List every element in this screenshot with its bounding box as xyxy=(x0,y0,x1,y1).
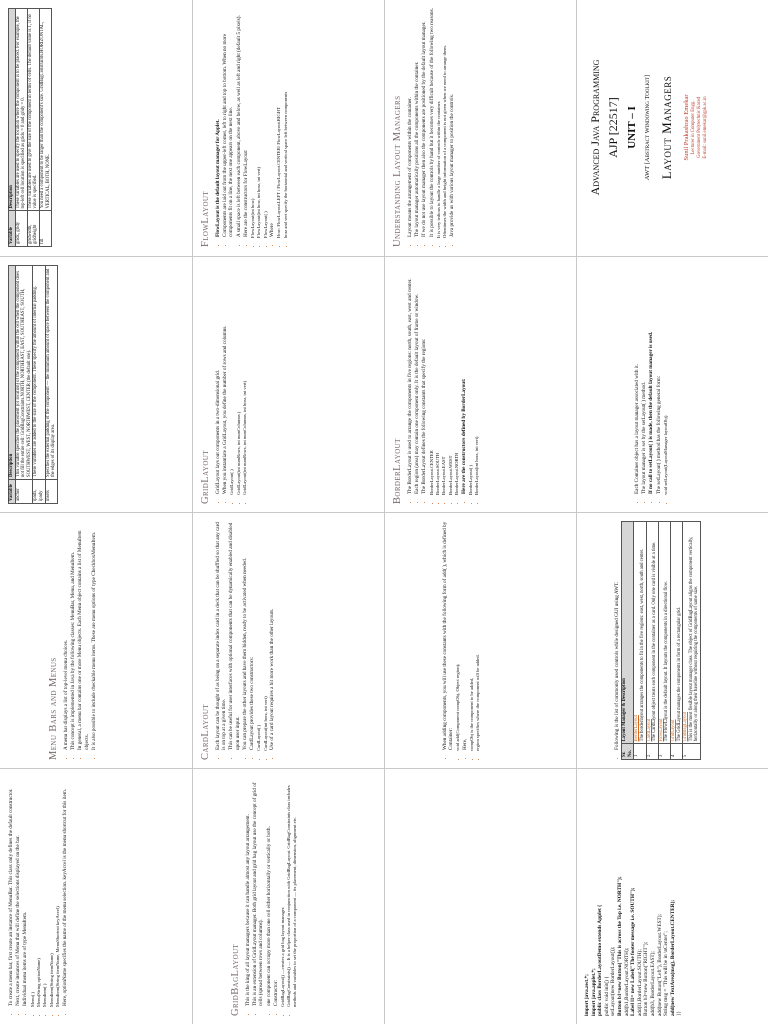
bullet: • Java provide us with various layout manager to position the controls. xyxy=(449,8,455,237)
table-cell: Specifies the external padding of the component — the minimum amount of space between the component and the edges of its display area. xyxy=(45,266,57,480)
variables-table xyxy=(8,265,58,504)
table-header: Description xyxy=(9,9,16,212)
sub-bullet: • FlowLayout( ) xyxy=(263,8,268,238)
slide-menubar xyxy=(2,769,192,1024)
sub-bullet: • CardLayout(int horz, int vert) xyxy=(263,521,268,751)
bullet: • This concept is implemented in Java by the following classes: MenuBar, Menu, and MenuItem. xyxy=(70,521,76,750)
slide-cardlayout xyxy=(194,513,384,768)
code-line: add(l1,BorderLayout.SOUTH); xyxy=(636,949,643,1016)
sub-bullet: • FlowLayout(int how, int horz, int vert) xyxy=(256,8,261,238)
sub-bullet: • CardLayout( ) xyxy=(256,521,261,751)
bullet: • The BorderLayout defines the following constants that specify the regions: xyxy=(421,265,427,494)
table-row xyxy=(683,522,701,760)
bullet: • When you instantiate a GridLayout, you define the number of rows and columns. xyxy=(222,265,228,494)
slide-heading: GridBagLayout xyxy=(230,943,241,1016)
code-line: import java.awt.*; xyxy=(584,974,590,1016)
code-line: public void init() { xyxy=(603,976,610,1016)
sub-bullet: • GridLayout(int numRows, int numColumns ) xyxy=(236,265,241,495)
sub-bullet: • GridBagLayout() —creates a grid bag layout manager. xyxy=(280,777,285,1007)
sub-bullet: • MenuItem( ) xyxy=(42,777,47,1007)
sub-bullet: • BorderLayout.SOUTH xyxy=(435,265,440,495)
bullet: • If we do not use layout manager then also the components are positioned by the default layout manager. xyxy=(421,8,427,237)
table-cell: 2 xyxy=(646,744,658,760)
bullet: • It is possible to layout the controls by hand but it becomes very difficult because of the following two reasons. xyxy=(429,8,435,237)
table-row xyxy=(33,266,45,504)
bullet: • Constructor: xyxy=(273,777,279,1006)
author-role: Lecturer in Computer Engg. xyxy=(691,100,696,155)
slide-border-add xyxy=(386,513,576,768)
author-college: Government Polytechnic Karad xyxy=(697,97,702,158)
code-line: import java.applet.*; xyxy=(590,968,597,1016)
bullet: • Layout means the arrangement of components within the container. xyxy=(407,8,413,237)
bullet: • one component can occupy more than one cell either horizontally or vertically or both. xyxy=(266,777,272,1006)
table-cell: BorderLayout The borderlayout arranges the components to fit in the five regions: east, west, north, south and center. xyxy=(634,522,646,744)
bullet: • This can be useful for user interfaces with optional components that can be dynamically enabled and disabled upon user input. xyxy=(228,521,240,750)
code-line: • void add(Component compObj, Object region); xyxy=(455,521,460,751)
table-cell: insets xyxy=(45,479,57,503)
sub-bullet: • GridLayout(int numRows, int numColumns, int horz, int vert) xyxy=(242,265,247,495)
bullet: • Where xyxy=(269,8,275,237)
author-email: E-mail: sunil.emekar@gpk.ac.in xyxy=(703,96,708,159)
slide-gridbag-table1 xyxy=(2,0,192,255)
table-cell: GridBagLayout This is the most flexible layout manager class. The object of GridBagLayout aligns the component vertically, horizontally or along their baseline without requiring the components of same size. xyxy=(683,522,701,744)
layout-manager-table xyxy=(621,521,701,760)
table-row xyxy=(45,266,57,504)
sub-bullet: • BorderLayout.NORTH xyxy=(454,265,459,495)
bullet: • GridLayout lays out components in a two-dimensional grid. xyxy=(215,265,221,494)
sub-bullet: • BorderLayout.CENTER xyxy=(429,265,434,495)
code-line: }} xyxy=(676,1010,683,1016)
sub-bullet: • MenuItem(String itemName, MenuShortcut keyAccel) xyxy=(55,777,60,1007)
bullet: • If no call to setLayout( ) is made, then the default layout manager is used. xyxy=(648,265,654,494)
table-row xyxy=(15,266,33,504)
author-name: Sunil Prakashrao Emekar xyxy=(683,94,690,161)
slide-heading: CardLayout xyxy=(200,703,211,760)
sub-bullet: • horz and vert specify the horizontal and vertical space left between components xyxy=(283,8,288,238)
code-line: add(b1,BorderLayout.NORTH); xyxy=(623,947,630,1016)
slide-setlayout xyxy=(578,257,768,512)
sub-bullet: • Menu(String optionName) xyxy=(36,777,41,1007)
table-cell: 4 xyxy=(670,744,682,760)
table-cell: 3 xyxy=(658,744,670,760)
sub-bullet: • Menu( ) xyxy=(30,777,35,1007)
bullet: • Components are laid out from the upper-left corner, left to right and top to bottom. When no more components fit on a line, the next one appears on the next line. xyxy=(222,8,234,237)
bullet: • You can prepare the other layouts and have them hidden, ready to be activated when needed. xyxy=(242,521,248,750)
table-row xyxy=(670,522,682,760)
slide-heading: BorderLayout xyxy=(392,438,403,504)
sub-bullet: • compObj is the component to be added, xyxy=(469,521,474,751)
table-cell: These variables are used to give the size of the component in terms of cells. The default value is 1, if no value is specified. xyxy=(27,9,39,212)
bullet: • The layout manager is set by the setLayout( ) method. xyxy=(641,265,647,494)
sub-bullet: • FlowLayout(int how) xyxy=(250,8,255,238)
table-header: Variable xyxy=(9,211,16,247)
slide-gridbag-table2 xyxy=(2,257,192,512)
table-cell: 5 xyxy=(683,744,701,760)
table-row xyxy=(646,522,658,760)
sub-bullet: • GridBagConstraints() — It is a helper class used in conjunction with GridBagLayout. GridBagConstraints class includes methods and variables to set the proportion of a component — its placement, dimension, alignment etc. xyxy=(286,777,297,1007)
bullet: • It is also possible to include checkable menu items. These are menu options of type CheckboxMenuItem. xyxy=(91,521,97,750)
table-row xyxy=(39,9,51,247)
sub-bullet: • MenuItem(String itemName) xyxy=(49,777,54,1007)
bullet: • Each Container object has a layout manager associated with it. xyxy=(634,265,640,494)
table-cell: ipadx, ipady xyxy=(33,479,45,503)
table-cell: gridwidth, gridheight xyxy=(27,211,39,247)
table-cell: GridLayout The GridLayout manages the components in form of a rectangular grid. xyxy=(670,522,682,744)
slide-understanding xyxy=(386,0,576,255)
code-line: setLayout(new BorderLayout()); xyxy=(610,946,617,1016)
slide-heading: Understanding Layout Managers xyxy=(392,95,403,247)
sub-bullet: • Oftentimes the width and height information of a component is not given when we need to arrange them. xyxy=(442,8,447,238)
course-title: Advanced Java Programming xyxy=(588,59,602,196)
code-line: add(new TextArea(msg), BorderLayout.CENTER); xyxy=(669,899,676,1016)
bullet: • Following is the list of commonly used controls while designed GUI using AWT. xyxy=(614,521,620,750)
slide-flowlayout xyxy=(194,0,384,255)
bullet: • The layout manager automatically positions all the components within the container. xyxy=(414,8,420,237)
slide-gridbag xyxy=(194,769,384,1024)
code-line: public class BorderLayoutDemo extends Applet { xyxy=(597,904,604,1016)
code-line: • void setLayout(LayoutManager layoutObj) xyxy=(663,265,668,495)
bullet: • To create a menu bar, first create an instance of MenuBar. This class only defines the default constructor. xyxy=(8,777,14,1006)
table-cell: fill xyxy=(39,211,51,247)
bullet: • The setLayout( ) method has the following general form: xyxy=(656,265,662,494)
bullet: • Each region (area) may contain one component only. It is the default layout of frame or window. xyxy=(414,265,420,494)
code-line: add(new Button("Left"), BorderLayout.WEST); xyxy=(656,914,663,1016)
table-cell: These variables are used to specify the location where the component is to be placed. For example, the top-left cell location is specified as gridx = 0 and gridy = 0. xyxy=(15,9,27,212)
table-header: Sr. No. xyxy=(622,744,634,760)
variables-table xyxy=(8,8,52,247)
table-cell: These variables are added to the size of the component. These specify the amount of internal padding. xyxy=(33,266,45,480)
table-cell: gridx, gridy xyxy=(15,211,27,247)
table-cell: You need a component to be larger than the component's size. GridBagConstraints.HORIZONTAL, VERTICAL, BOTH, NONE. xyxy=(39,9,51,212)
table-row xyxy=(658,522,670,760)
course-code: AJP [22517] xyxy=(606,97,620,158)
table-row xyxy=(27,9,39,247)
sub-bullet: • BorderLayout(int horz, int vert) xyxy=(474,265,479,495)
code-line: Label l1= new Label("The footer message i.e. SOUTH"); xyxy=(630,887,637,1016)
table-row xyxy=(634,522,646,760)
table-header: Layout Manager & Description xyxy=(622,522,634,744)
slide-title xyxy=(578,0,768,255)
bullet: • When adding components, you will use these constants with the following form of add( ), which is defined by Container: xyxy=(442,521,454,750)
table-cell: anchor xyxy=(15,479,33,503)
bullet: • Here, optionName specifies the name of the menu selection. keyAccel is the menu shortcut for this item. xyxy=(62,777,68,1006)
bullet: • Here, xyxy=(462,521,468,750)
table-cell: 1 xyxy=(634,744,646,760)
bullet: • Each layout can be thought of as being on a separate index card in a deck that can be shuffled so that any card is on top at a given time. xyxy=(215,521,227,750)
sub-bullet: • BorderLayout( ) xyxy=(468,265,473,495)
sub-bullet: • BorderLayout.WEST xyxy=(448,265,453,495)
table-cell: This variable specifies the placement (or location) of the component within the cell when the component does not fill the entire cell: GridBagConstraints.NORTH, NORTHEAST, EAST, SOUTHEAST, SOUTH, SOUTHWEST, WEST, NORTHWEST, CENTER (the default one). xyxy=(15,266,33,480)
table-cell: CardLayout The CardLayout object treats each component in the container as a card. Only one card is visible at a time. xyxy=(646,522,658,744)
sub-bullet: • How: FlowLayout.LEFT / FlowLayout.CENTER/ FlowLayout.RIGHT xyxy=(276,8,281,238)
unit-subtitle: AWT [Abstract Windowing Toolkit] xyxy=(644,74,651,181)
bullet: • CardLayout provides these two constructors: xyxy=(249,521,255,750)
bullet: • Next, create instances of Menu that will define the selections displayed on the bar. xyxy=(15,777,21,1006)
slide-heading: FlowLayout xyxy=(200,190,211,247)
unit-label: UNIT – I xyxy=(626,106,638,149)
bullet: • Use of a card layout requires a bit more work than the other layouts. xyxy=(269,521,275,750)
bullet: • Here are the constructors defined by BorderLayout: xyxy=(461,265,467,494)
bullet: • A small space is left between each component, above and below, as well as left and right (default 5 pixels). xyxy=(236,8,242,237)
bullet: • This is the king of all layout managers because it can handle almost any layout arrangement. xyxy=(245,777,251,1006)
code-line: String msg = "This will be in \nCenter"; xyxy=(663,931,670,1016)
bullet: • FlowLayout is the default layout manager for Applet. xyxy=(215,8,221,237)
slide-gridlayout xyxy=(194,257,384,512)
bullet: • Here are the constructors for FlowLayout: xyxy=(243,8,249,237)
bullet: • In general, a menu bar contains one or more Menu objects. Each Menu object contains a list of MenuItem objects. xyxy=(77,521,89,750)
slide-blank xyxy=(386,769,576,1024)
sub-bullet: • GridLayout( ) xyxy=(229,265,234,495)
slide-heading: Menu Bars and Menus xyxy=(48,657,59,760)
slide-heading: GridLayout xyxy=(200,450,211,504)
topic-title: Layout Managers xyxy=(659,75,674,180)
bullet: • Individual menu items are of type MenuItem. xyxy=(22,777,28,1006)
bullet: • A menu bar displays a list of top-level menu choices. xyxy=(63,521,69,750)
bullet: • This is an extension of GridLayout manager. Both grid layout and grid bag layout use the concept of grid of cells (spread between rows and columns). xyxy=(252,777,264,1006)
slide-layout-table xyxy=(578,513,768,768)
slide-menus xyxy=(2,513,192,768)
table-cell: FlowLayout The FlowLayout is the default layout. It layouts the components in a directional flow. xyxy=(658,522,670,744)
slide-border-demo xyxy=(578,769,768,1024)
sub-bullet: • BorderLayout.EAST xyxy=(441,265,446,495)
sub-bullet: • region specifies where the component will be added. xyxy=(475,521,480,751)
code-line: Button b1=new Button("This is across the Top i.e. NORTH"); xyxy=(616,876,623,1016)
slide-borderlayout xyxy=(386,257,576,512)
table-row xyxy=(15,9,27,247)
bullet: • The BorderLayout is used to arrange the components in five regions: north, south, east, west and center. xyxy=(407,265,413,494)
code-line: add(b3, BorderLayout.EAST); xyxy=(649,951,656,1016)
code-line: Button b3=new Button("RIGHT"); xyxy=(643,941,650,1016)
table-header: Variable xyxy=(9,479,16,503)
sub-bullet: • It is very tedious to handle a large number of controls within the container. xyxy=(436,8,441,238)
table-header: Description xyxy=(9,266,16,480)
